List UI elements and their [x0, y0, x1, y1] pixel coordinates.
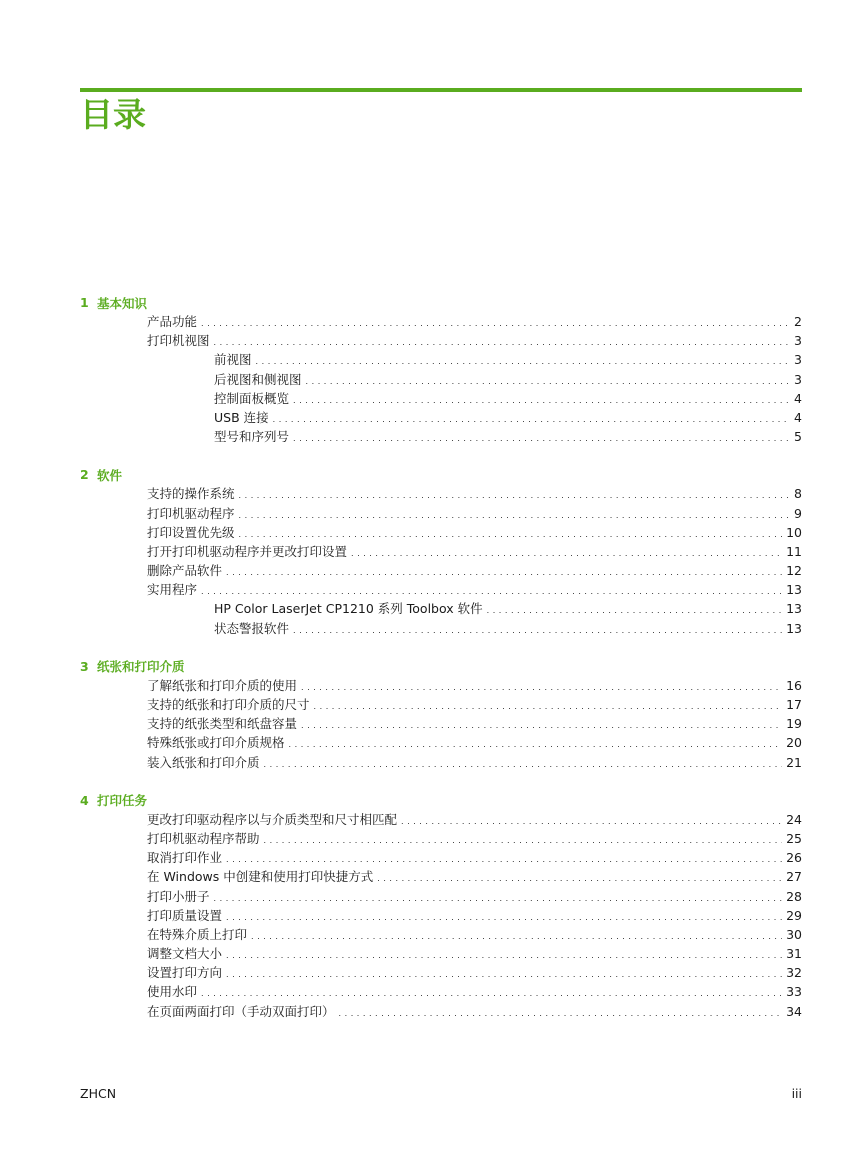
chapter-heading[interactable] [80, 657, 802, 676]
chapter-number: 4 [80, 792, 89, 808]
dot-leader [264, 753, 783, 774]
toc-entry-page: 29 [786, 907, 802, 923]
toc-entry-page: 21 [786, 754, 802, 770]
table-of-contents [80, 293, 802, 1040]
toc-entry[interactable] [80, 733, 802, 752]
toc-chapter [80, 791, 802, 1021]
dot-leader [214, 887, 783, 908]
toc-entry[interactable] [80, 676, 802, 695]
toc-entry-page: 12 [786, 563, 802, 579]
toc-entry[interactable] [80, 523, 802, 542]
toc-entry-page: 20 [786, 735, 802, 751]
dot-leader [239, 484, 791, 505]
toc-entry-page: 10 [786, 524, 802, 540]
dot-leader [201, 312, 790, 333]
chapter-title: 软件 [97, 467, 123, 483]
toc-entry[interactable] [80, 389, 802, 408]
dot-leader [273, 408, 790, 429]
dot-leader [293, 619, 782, 640]
toc-chapter [80, 293, 802, 446]
dot-leader [226, 906, 782, 927]
dot-leader [339, 1002, 783, 1023]
dot-leader [201, 580, 782, 601]
toc-entry-title: 在特殊介质上打印 [147, 926, 248, 942]
dot-leader [226, 561, 782, 582]
toc-entry[interactable] [80, 580, 802, 599]
dot-leader [293, 427, 790, 448]
toc-entry[interactable] [80, 753, 802, 772]
toc-entry-title: 打印质量设置 [147, 907, 223, 923]
chapter-heading[interactable] [80, 465, 802, 484]
toc-entry-page: 4 [794, 390, 802, 406]
dot-leader [201, 982, 782, 1003]
dot-leader [301, 714, 782, 735]
dot-leader [301, 676, 782, 697]
toc-entry[interactable] [80, 695, 802, 714]
dot-leader [226, 944, 782, 965]
toc-entry[interactable] [80, 331, 802, 350]
chapter-heading[interactable] [80, 791, 802, 810]
toc-entry-page: 5 [794, 429, 802, 445]
toc-entry-page: 13 [786, 601, 802, 617]
toc-entry-page: 33 [786, 984, 802, 1000]
toc-entry[interactable] [80, 925, 802, 944]
toc-entry-title: 控制面板概览 [214, 390, 290, 406]
toc-entry-title: 产品功能 [147, 314, 198, 329]
toc-entry-title: 装入纸张和打印介质 [147, 754, 260, 770]
dot-leader [239, 523, 783, 544]
toc-entry[interactable] [80, 867, 802, 886]
chapter-title: 基本知识 [97, 295, 148, 311]
chapter-number: 2 [80, 467, 89, 483]
dot-leader [351, 542, 782, 563]
toc-entry-page: 3 [794, 371, 802, 387]
toc-entry-title: 型号和序列号 [214, 429, 290, 445]
toc-entry-page: 34 [786, 1003, 802, 1019]
toc-entry-title: 支持的纸张和打印介质的尺寸 [147, 697, 310, 712]
dot-leader [239, 504, 791, 525]
toc-entry-page: 19 [786, 716, 802, 732]
toc-entry-page: 2 [794, 314, 802, 329]
toc-entry-page: 16 [786, 677, 802, 693]
toc-entry[interactable] [80, 312, 802, 331]
toc-entry-page: 32 [786, 965, 802, 981]
toc-entry-title: 了解纸张和打印介质的使用 [147, 677, 298, 693]
toc-entry-page: 24 [786, 811, 802, 827]
dot-leader [251, 925, 782, 946]
dot-leader [293, 389, 790, 410]
toc-entry[interactable] [80, 542, 802, 561]
toc-chapter [80, 465, 802, 638]
toc-entry[interactable] [80, 350, 802, 369]
toc-entry-page: 9 [794, 505, 802, 521]
toc-entry[interactable] [80, 370, 802, 389]
toc-entry-title: 取消打印作业 [147, 850, 223, 866]
toc-entry-title: 更改打印驱动程序以与介质类型和尺寸相匹配 [147, 811, 398, 827]
toc-entry-title: 在页面两面打印（手动双面打印） [147, 1003, 335, 1019]
toc-entry-page: 13 [786, 620, 802, 636]
toc-entry-title: 前视图 [214, 352, 252, 368]
dot-leader [289, 733, 783, 754]
toc-entry-title: 支持的操作系统 [147, 486, 235, 502]
toc-entry-title: 打印机驱动程序帮助 [147, 830, 260, 846]
toc-entry-page: 31 [786, 946, 802, 962]
toc-entry-title: 在 Windows 中创建和使用打印快捷方式 [147, 869, 374, 885]
toc-entry[interactable] [80, 829, 802, 848]
toc-entry[interactable] [80, 504, 802, 523]
toc-entry[interactable] [80, 599, 802, 618]
toc-entry-title: USB 连接 [214, 409, 269, 425]
toc-entry[interactable] [80, 906, 802, 925]
toc-entry-title: 打印设置优先级 [147, 524, 235, 540]
toc-entry[interactable] [80, 982, 802, 1001]
dot-leader [264, 829, 783, 850]
toc-entry[interactable] [80, 963, 802, 982]
chapter-title: 纸张和打印介质 [97, 659, 185, 675]
toc-entry[interactable] [80, 484, 802, 503]
toc-entry-title: 使用水印 [147, 984, 198, 1000]
footer-page-number: iii [791, 1086, 802, 1101]
toc-entry[interactable] [80, 561, 802, 580]
dot-leader [401, 810, 782, 831]
toc-entry[interactable] [80, 408, 802, 427]
toc-entry-title: 设置打印方向 [147, 965, 223, 981]
toc-entry-title: 打开打印机驱动程序并更改打印设置 [147, 543, 348, 559]
toc-entry[interactable] [80, 1002, 802, 1021]
toc-entry-page: 11 [786, 543, 802, 559]
toc-entry-page: 17 [786, 697, 802, 712]
toc-entry-page: 4 [794, 409, 802, 425]
dot-leader [226, 963, 782, 984]
toc-entry-page: 8 [794, 486, 802, 502]
toc-entry-title: 后视图和侧视图 [214, 371, 302, 387]
dot-leader [377, 867, 782, 888]
chapter-heading[interactable] [80, 293, 802, 312]
toc-entry-page: 28 [786, 888, 802, 904]
toc-entry-page: 27 [786, 869, 802, 885]
toc-entry-title: 打印机驱动程序 [147, 505, 235, 521]
toc-entry-page: 26 [786, 850, 802, 866]
toc-entry-title: 打印小册子 [147, 888, 210, 904]
toc-entry-title: 打印机视图 [147, 333, 210, 349]
page-title: 目录 [80, 95, 146, 134]
toc-entry-title: 实用程序 [147, 582, 198, 598]
toc-entry-page: 25 [786, 830, 802, 846]
toc-entry-title: 支持的纸张类型和纸盘容量 [147, 716, 298, 732]
dot-leader [487, 599, 782, 620]
chapter-number: 3 [80, 658, 89, 674]
toc-entry-page: 30 [786, 926, 802, 942]
chapter-title: 打印任务 [97, 793, 148, 809]
chapter-number: 1 [80, 295, 89, 310]
toc-entry[interactable] [80, 944, 802, 963]
dot-leader [226, 848, 782, 869]
footer-locale: ZHCN [80, 1086, 117, 1101]
toc-entry-page: 3 [794, 352, 802, 368]
toc-entry[interactable] [80, 714, 802, 733]
toc-entry-page: 3 [794, 333, 802, 349]
toc-entry[interactable] [80, 427, 802, 446]
toc-entry-title: 调整文档大小 [147, 946, 223, 962]
toc-entry[interactable] [80, 619, 802, 638]
toc-entry[interactable] [80, 810, 802, 829]
toc-entry-page: 13 [786, 582, 802, 598]
toc-entry-title: 删除产品软件 [147, 563, 223, 579]
toc-entry[interactable] [80, 887, 802, 906]
toc-entry-title: HP Color LaserJet CP1210 系列 Toolbox 软件 [214, 601, 483, 617]
page-footer [80, 1086, 802, 1101]
toc-entry-title: 状态警报软件 [214, 620, 290, 636]
dot-leader [214, 331, 791, 352]
toc-entry-title: 特殊纸张或打印介质规格 [147, 735, 285, 751]
dot-leader [314, 695, 783, 716]
dot-leader [306, 370, 791, 391]
title-rule [80, 88, 802, 92]
toc-entry[interactable] [80, 848, 802, 867]
toc-chapter [80, 657, 802, 772]
dot-leader [256, 350, 791, 371]
